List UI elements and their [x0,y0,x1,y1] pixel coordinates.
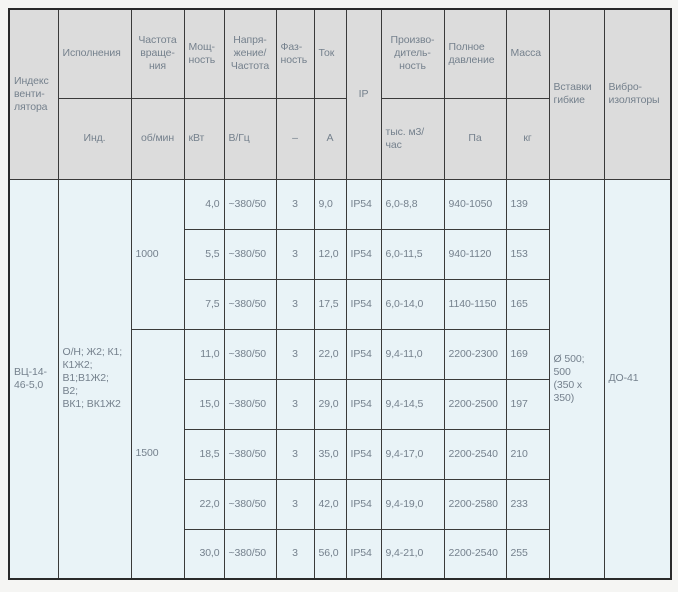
power-cell: 7,5 [184,279,224,329]
header-executions: Исполнения [58,9,131,98]
capacity-cell: 6,0-8,8 [381,179,444,229]
current-cell: 17,5 [314,279,346,329]
vibro-isolators-cell: ДО-41 [604,179,671,579]
ip-cell: IP54 [346,529,381,579]
rpm-cell: 1000 [131,179,184,329]
header-voltage-frequency: Напря- жение/ Частота [224,9,276,98]
pressure-cell: 2200-2580 [444,479,506,529]
pressure-cell: 1140-1150 [444,279,506,329]
header-flexible-inserts: Вставки гибкие [549,9,604,179]
header-current: Ток [314,9,346,98]
header-phases-unit: – [276,98,314,179]
header-rotation-speed-unit: об/мин [131,98,184,179]
phases-cell: 3 [276,279,314,329]
ip-cell: IP54 [346,279,381,329]
mass-cell: 139 [506,179,549,229]
pressure-cell: 2200-2540 [444,529,506,579]
current-cell: 29,0 [314,379,346,429]
mass-cell: 153 [506,229,549,279]
current-cell: 9,0 [314,179,346,229]
header-rotation-speed: Частота враще- ния [131,9,184,98]
header-fan-index: Индекс венти- лятора [9,9,58,179]
pressure-cell: 940-1050 [444,179,506,229]
ip-cell: IP54 [346,429,381,479]
ip-cell: IP54 [346,479,381,529]
pressure-cell: 940-1120 [444,229,506,279]
phases-cell: 3 [276,479,314,529]
capacity-cell: 6,0-14,0 [381,279,444,329]
mass-cell: 169 [506,329,549,379]
capacity-cell: 9,4-19,0 [381,479,444,529]
voltage-cell: ~380/50 [224,279,276,329]
pressure-cell: 2200-2540 [444,429,506,479]
header-mass: Масса [506,9,549,98]
current-cell: 42,0 [314,479,346,529]
ip-cell: IP54 [346,329,381,379]
voltage-cell: ~380/50 [224,179,276,229]
power-cell: 22,0 [184,479,224,529]
capacity-cell: 9,4-11,0 [381,329,444,379]
fan-spec-table [8,8,672,580]
mass-cell: 165 [506,279,549,329]
header-executions-unit: Инд. [58,98,131,179]
header-phases: Фаз- ность [276,9,314,98]
rpm-cell: 1500 [131,329,184,579]
flexible-inserts-cell: Ø 500; 500 (350 x 350) [549,179,604,579]
ip-cell: IP54 [346,379,381,429]
mass-cell: 197 [506,379,549,429]
capacity-cell: 9,4-14,5 [381,379,444,429]
phases-cell: 3 [276,529,314,579]
capacity-cell: 9,4-21,0 [381,529,444,579]
phases-cell: 3 [276,379,314,429]
power-cell: 18,5 [184,429,224,479]
power-cell: 15,0 [184,379,224,429]
mass-cell: 210 [506,429,549,479]
capacity-cell: 9,4-17,0 [381,429,444,479]
phases-cell: 3 [276,179,314,229]
voltage-cell: ~380/50 [224,229,276,279]
phases-cell: 3 [276,229,314,279]
header-voltage-frequency-unit: В/Гц [224,98,276,179]
voltage-cell: ~380/50 [224,329,276,379]
phases-cell: 3 [276,429,314,479]
power-cell: 4,0 [184,179,224,229]
mass-cell: 255 [506,529,549,579]
ip-cell: IP54 [346,229,381,279]
current-cell: 22,0 [314,329,346,379]
power-cell: 5,5 [184,229,224,279]
header-capacity: Произво- дитель- ность [381,9,444,98]
header-pressure-unit: Па [444,98,506,179]
ip-cell: IP54 [346,179,381,229]
header-ip: IP [346,9,381,179]
table-row [9,179,671,229]
pressure-cell: 2200-2500 [444,379,506,429]
pressure-cell: 2200-2300 [444,329,506,379]
mass-cell: 233 [506,479,549,529]
phases-cell: 3 [276,329,314,379]
executions-cell: О/Н; Ж2; К1; К1Ж2; В1;В1Ж2; В2; ВК1; ВК1Ж2 [58,179,131,579]
capacity-cell: 6,0-11,5 [381,229,444,279]
power-cell: 30,0 [184,529,224,579]
header-current-unit: А [314,98,346,179]
header-capacity-unit: тыс. м3/час [381,98,444,179]
header-power: Мощ- ность [184,9,224,98]
current-cell: 56,0 [314,529,346,579]
header-pressure: Полное давление [444,9,506,98]
header-mass-unit: кг [506,98,549,179]
voltage-cell: ~380/50 [224,379,276,429]
current-cell: 35,0 [314,429,346,479]
header-power-unit: кВт [184,98,224,179]
fan-index-cell: ВЦ-14- 46-5,0 [9,179,58,579]
voltage-cell: ~380/50 [224,529,276,579]
header-row-titles [9,9,671,98]
voltage-cell: ~380/50 [224,429,276,479]
voltage-cell: ~380/50 [224,479,276,529]
current-cell: 12,0 [314,229,346,279]
header-vibro-isolators: Вибро- изоляторы [604,9,671,179]
power-cell: 11,0 [184,329,224,379]
